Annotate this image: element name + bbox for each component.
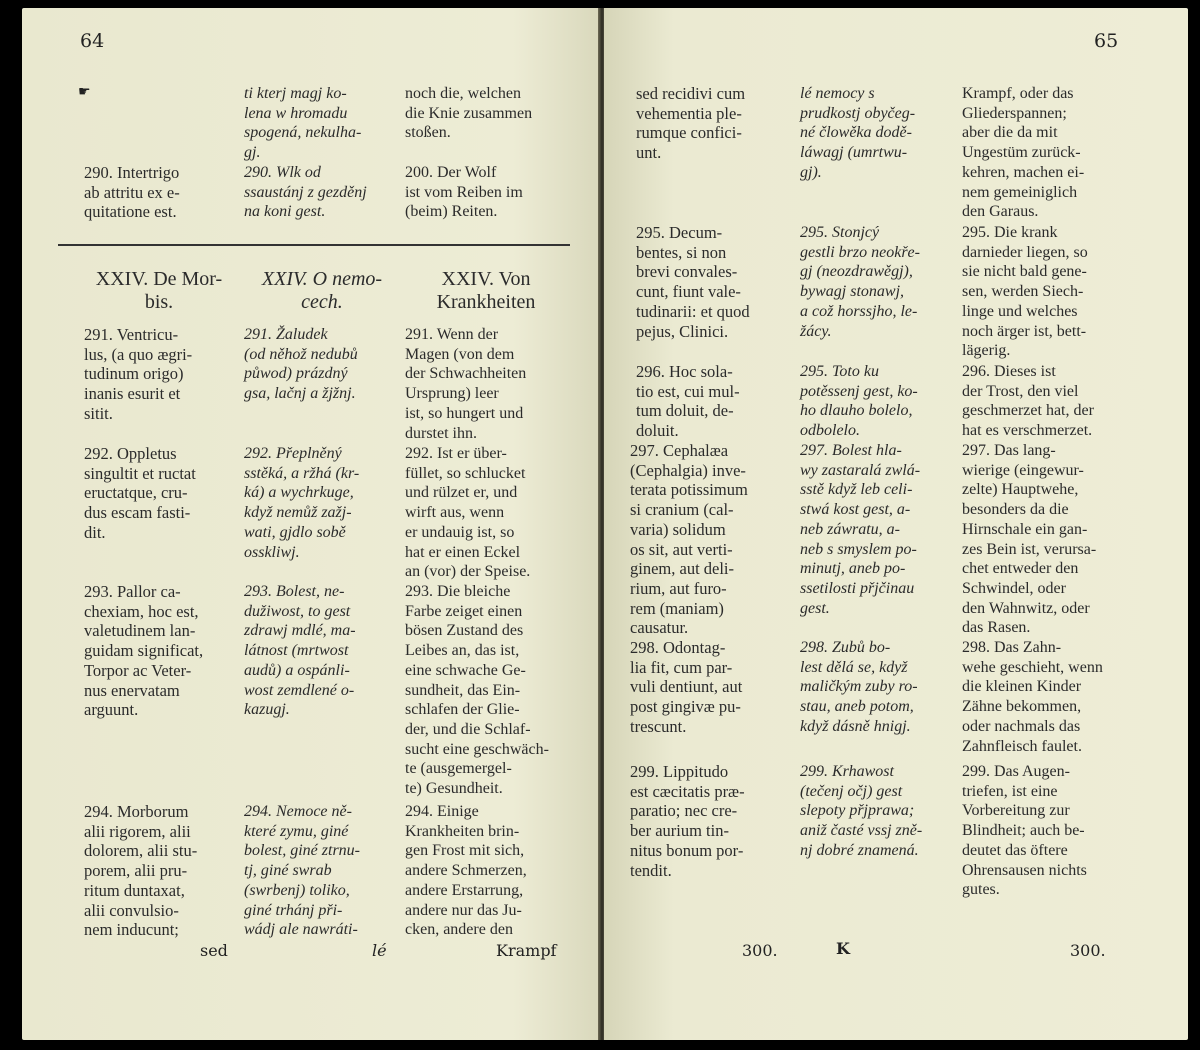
entry-293-czech-line: kazugj. [244, 701, 290, 719]
entry-296-czech-line: 295. Toto ku [800, 363, 879, 380]
entry-296-german-line: 296. Dieses ist [962, 363, 1056, 380]
entry-292-czech-line: ká) a wychrkuge, [244, 484, 354, 502]
entry-299-german-line: Vorbereitung zur [962, 802, 1070, 820]
entry-298-czech-line: stau, aneb potom, [800, 698, 914, 716]
entry-297-german-line: zes Bein ist, verursa- [962, 540, 1097, 558]
entry-294-czech-line: které zymu, giné [244, 822, 349, 840]
entry-291-czech-line: gsa, lačnj a žjžnj. [244, 385, 356, 403]
right-top-czech-line: gj). [800, 163, 822, 181]
right-top-german-line: Ungestüm zurück- [962, 144, 1081, 162]
entry-290-german-line: 200. Der Wolf [405, 164, 497, 181]
entry-298-german [962, 638, 1122, 756]
right-top-latin-line: unt. [636, 143, 662, 163]
entry-294-czech-line: wádj ale nawráti- [244, 921, 358, 939]
entry-295-german-line: noch ärger ist, bett- [962, 322, 1087, 340]
entry-299-german-line: Blindheit; auch be- [962, 822, 1085, 840]
entry-294-czech [244, 802, 400, 940]
entry-292-german-line: füllet, so schlucket [405, 464, 526, 482]
right-top-czech-line: láwagj (umrtwu- [800, 144, 908, 162]
entry-293-czech [244, 582, 400, 720]
entry-299-latin-line: 299. Lippitudo [630, 762, 729, 781]
chapter-heading-latin-line: XXIV. De Mor- [95, 268, 223, 290]
entry-298-latin-line: vuli dentiunt, aut [630, 677, 743, 697]
entry-292-czech [244, 444, 400, 562]
right-top-latin [636, 84, 792, 163]
entry-299-german-line: Ohrensausen nichts [962, 861, 1087, 879]
entry-298-german-line: 298. Das Zahn- [962, 639, 1062, 656]
right-top-latin-line: rumque confici- [636, 123, 742, 143]
entry-293-german-line: te (ausgemergel- [405, 760, 512, 778]
entry-297-czech [800, 441, 956, 618]
entry-292-german-line: 292. Ist er über- [405, 445, 507, 462]
entry-293-german-line: schlafen der Glie- [405, 701, 520, 719]
entry-297-german-line: das Rasen. [962, 619, 1031, 637]
entry-291-latin-line: lus, (a quo ægri- [84, 344, 193, 364]
entry-292-czech-line: 292. Přeplněný [244, 445, 342, 462]
entry-299-german [962, 762, 1122, 900]
entry-295-german [962, 223, 1122, 361]
catchword-czech: lé [372, 941, 387, 960]
entry-294-latin-line: 294. Morborum [84, 802, 189, 821]
entry-296-latin [636, 362, 792, 441]
entry-295-german-line: sen, werden Siech- [962, 283, 1084, 301]
entry-292-czech-line: wati, gjdlo sobě [244, 523, 346, 541]
entry-295-latin-line: cunt, fiunt vale- [636, 282, 741, 302]
entry-298-czech [800, 638, 956, 737]
entry-294-latin-line: nem inducunt; [84, 920, 179, 940]
footer-right-number: 300. [1070, 941, 1106, 960]
right-top-czech-line: né člowěka dodě- [800, 124, 912, 142]
entry-293-czech-line: wost zemdlené o- [244, 681, 355, 699]
entry-299-czech-line: aniž časté vssj zně- [800, 822, 923, 840]
entry-292-czech-line: sstěká, a ržhá (kr- [244, 464, 360, 482]
entry-294-german-line: 294. Einige [405, 803, 479, 820]
entry-293-german-line: eine schwache Ge- [405, 661, 526, 679]
entry-296-czech-line: potěssenj gest, ko- [800, 382, 918, 400]
entry-296-czech-line: odbolelo. [800, 422, 860, 440]
entry-292-czech-line: osskliwj. [244, 543, 300, 561]
entry-294-czech-line: giné trhánj při- [244, 901, 343, 919]
entry-295-latin [636, 223, 792, 341]
entry-294-latin-line: alii rigorem, alii [84, 821, 191, 841]
entry-290-german-line: (beim) Reiten. [405, 203, 498, 221]
entry-299-german-line: gutes. [962, 881, 1000, 899]
entry-293-czech-line: 293. Bolest, ne- [244, 583, 345, 600]
right-top-czech [800, 84, 956, 183]
entry-293-latin-line: chexiam, hoc est, [84, 601, 199, 621]
entry-299-latin-line: est cæcitatis præ- [630, 781, 745, 801]
entry-292-czech-line: když nemůž zažj- [244, 504, 352, 522]
entry-295-czech-line: a což horssjho, le- [800, 302, 918, 320]
entry-299-latin-line: nitus bonum por- [630, 840, 744, 860]
entry-290-german [405, 163, 567, 222]
entry-297-latin-line: 297. Cephalæa [630, 441, 729, 460]
entry-299-czech [800, 762, 956, 861]
entry-292-latin-line: 292. Oppletus [84, 444, 177, 463]
entry-297-german-line: Hirnschale ein gan- [962, 520, 1088, 538]
entry-291-latin-line: tudinum origo) [84, 364, 184, 384]
entry-294-czech-line: (swrbenj) toliko, [244, 881, 350, 899]
entry-299-latin-line: tendit. [630, 860, 672, 880]
entry-295-latin-line: 295. Decum- [636, 223, 723, 242]
entry-297-czech-line: neb s smyslem po- [800, 540, 917, 558]
entry-294-german-line: cken, andere den [405, 921, 513, 939]
entry-297-czech-line: wy zastaralá zwlá- [800, 461, 921, 479]
entry-294-german-line: Krankheiten brin- [405, 822, 520, 840]
entry-293-latin-line: nus enervatam [84, 680, 180, 700]
entry-297-latin-line: causatur. [630, 618, 689, 638]
entry-293-german-line: Farbe zeiget einen [405, 602, 523, 620]
entry-290-latin-line: quitatione est. [84, 202, 177, 222]
chapter-heading-czech-line: XXIV. O nemo- [261, 268, 383, 290]
entry-290-german-line: ist vom Reiben im [405, 183, 523, 201]
entry-298-latin-line: lia fit, cum par- [630, 657, 733, 677]
chapter-heading-german-line: XXIV. Von [441, 268, 531, 290]
entry-291-latin-line: sitit. [84, 403, 113, 423]
entry-293-czech-line: zdrawj mdlé, ma- [244, 622, 356, 640]
left-top-german-line: stoßen. [405, 124, 451, 142]
entry-291-german-line: ist, so hungert und [405, 404, 524, 422]
entry-290-latin-line: 290. Intertrigo [84, 163, 180, 182]
left-top-german-line: noch die, welchen [405, 85, 521, 102]
entry-293-czech-line: látnost (mrtwost [244, 642, 349, 660]
entry-290-czech [244, 163, 400, 222]
entry-294-german-line: gen Frost mit sich, [405, 842, 525, 860]
entry-294-german-line: andere Schmerzen, [405, 862, 527, 880]
entry-298-latin [630, 638, 792, 737]
entry-295-czech [800, 223, 956, 341]
entry-298-latin-line: 298. Odontag- [630, 638, 726, 657]
entry-294-latin-line: dolorem, alii stu- [84, 841, 198, 861]
entry-299-czech-line: nj dobré znamená. [800, 841, 919, 859]
entry-293-german [405, 582, 567, 799]
entry-297-german-line: 297. Das lang- [962, 442, 1056, 459]
entry-295-latin-line: brevi convales- [636, 262, 738, 282]
entry-297-czech-line: gest. [800, 599, 830, 617]
entry-298-czech-line: 298. Zubů bo- [800, 639, 891, 656]
entry-290-czech-line: ssaustánj z gezděnj [244, 183, 367, 201]
entry-293-german-line: der, und die Schlaf- [405, 720, 531, 738]
entry-295-latin-line: tudinarii: et quod [636, 301, 750, 321]
left-top-czech [244, 84, 400, 163]
entry-295-czech-line: žácy. [800, 322, 832, 340]
entry-295-latin-line: pejus, Clinici. [636, 321, 729, 341]
entry-297-german-line: chet entweder den [962, 560, 1079, 578]
chapter-heading-czech [244, 268, 400, 314]
left-top-czech-line: spogená, nekulha- [244, 124, 362, 142]
right-top-german-line: Gliederspannen; [962, 104, 1067, 122]
right-top-latin-line: vehementia ple- [636, 103, 742, 123]
right-top-latin-line: sed recidivi cum [636, 84, 746, 103]
entry-295-czech-line: bywagj stonawj, [800, 283, 905, 301]
entry-297-czech-line: minutj, aneb po- [800, 560, 906, 578]
entry-296-german-line: geschmerzet hat, der [962, 402, 1094, 420]
entry-297-czech-line: ssetilosti přjčinau [800, 579, 915, 597]
left-top-czech-line: gj. [244, 144, 261, 162]
chapter-heading-latin [80, 268, 238, 314]
entry-299-czech-line: (tečenj očj) gest [800, 782, 903, 800]
entry-293-german-line: sucht eine geschwäch- [405, 740, 549, 758]
entry-293-latin-line: 293. Pallor ca- [84, 582, 181, 601]
entry-296-czech-line: ho dlauho bolelo, [800, 402, 913, 420]
entry-292-german-line: er undauig ist, so [405, 523, 515, 541]
right-top-german-line: aber die da mit [962, 124, 1058, 142]
entry-299-czech-line: slepoty přjprawa; [800, 802, 915, 820]
entry-291-latin-line: inanis esurit et [84, 384, 181, 404]
entry-293-latin-line: Torpor ac Veter- [84, 660, 192, 680]
right-top-german-line: den Garaus. [962, 203, 1039, 221]
entry-296-latin-line: doluit. [636, 421, 679, 441]
entry-292-german-line: hat er einen Eckel [405, 543, 521, 561]
entry-295-czech-line: gj (neozdrawěgj), [800, 263, 913, 281]
catchword-german: Krampf [496, 941, 557, 960]
entry-290-latin-line: ab attritu ex e- [84, 182, 180, 202]
entry-297-german-line: zelte) Hauptwehe, [962, 481, 1079, 499]
entry-295-german-line: lägerig. [962, 342, 1011, 360]
right-top-german-line: Krampf, oder das [962, 85, 1074, 102]
entry-294-german-line: andere Erstarrung, [405, 881, 524, 899]
entry-296-latin-line: 296. Hoc sola- [636, 362, 733, 381]
entry-297-latin-line: ginem, aut deli- [630, 559, 735, 579]
entry-297-latin-line: rem (maniam) [630, 598, 724, 618]
left-top-german [405, 84, 567, 143]
entry-293-german-line: bösen Zustand des [405, 622, 524, 640]
entry-294-latin-line: porem, alii pru- [84, 861, 188, 881]
entry-297-latin-line: terata potissimum [630, 480, 748, 500]
entry-294-german-line: andere nur das Ju- [405, 901, 522, 919]
entry-293-latin [84, 582, 236, 720]
entry-295-german-line: linge und welches [962, 302, 1078, 320]
entry-297-latin-line: rium, aut furo- [630, 578, 727, 598]
entry-293-czech-line: audů) a ospánli- [244, 661, 350, 679]
entry-293-german-line: 293. Die bleiche [405, 583, 511, 600]
entry-299-german-line: deutet das öftere [962, 841, 1068, 859]
entry-296-german-line: hat es verschmerzet. [962, 422, 1093, 440]
entry-298-german-line: Zahnfleisch faulet. [962, 737, 1082, 755]
entry-299-german-line: triefen, ist eine [962, 782, 1058, 800]
entry-291-german-line: durstet ihn. [405, 424, 477, 442]
entry-299-latin-line: paratio; nec cre- [630, 801, 738, 821]
right-page-number: 65 [1094, 30, 1119, 52]
entry-299-german-line: 299. Das Augen- [962, 763, 1070, 780]
entry-298-latin-line: post gingivæ pu- [630, 697, 741, 717]
entry-294-german [405, 802, 567, 940]
entry-294-czech-line: 294. Nemoce ně- [244, 803, 352, 820]
entry-294-latin-line: alii convulsio- [84, 900, 179, 920]
chapter-heading-german-line: Krankheiten [436, 291, 536, 313]
entry-291-german-line: der Schwachheiten [405, 365, 527, 383]
catchword-latin: sed [200, 941, 228, 960]
right-top-german-line: nem gemeiniglich [962, 183, 1078, 201]
entry-297-czech-line: sstě když leb celi- [800, 481, 913, 499]
entry-292-latin-line: eructatque, cru- [84, 483, 188, 503]
entry-290-czech-line: 290. Wlk od [244, 164, 321, 181]
entry-298-latin-line: trescunt. [630, 716, 687, 736]
entry-296-czech [800, 362, 956, 441]
entry-295-czech-line: gestli brzo neokře- [800, 243, 920, 261]
entry-292-latin-line: dit. [84, 522, 106, 542]
entry-291-czech-line: 291. Žaludek [244, 326, 328, 343]
entry-298-german-line: oder nachmals das [962, 717, 1081, 735]
entry-291-czech-line: (od něhož nedubů [244, 345, 358, 363]
left-top-german-line: die Knie zusammen [405, 104, 533, 122]
entry-293-german-line: sundheit, das Ein- [405, 681, 521, 699]
right-top-czech-line: prudkostj obyčeg- [800, 104, 916, 122]
chapter-heading-latin-line: bis. [144, 291, 174, 313]
entry-297-german-line: Schwindel, oder [962, 579, 1066, 597]
entry-293-latin-line: arguunt. [84, 700, 139, 720]
entry-298-german-line: die kleinen Kinder [962, 678, 1082, 696]
entry-298-german-line: Zähne bekommen, [962, 698, 1082, 716]
entry-297-latin-line: si cranium (cal- [630, 500, 734, 520]
footer-left-number: 300. [742, 941, 778, 960]
entry-297-german-line: besonders da die [962, 501, 1069, 519]
entry-296-german-line: der Trost, den viel [962, 382, 1079, 400]
entry-291-german [405, 325, 567, 443]
entry-295-latin-line: bentes, si non [636, 242, 727, 262]
entry-291-latin-line: 291. Ventricu- [84, 325, 179, 344]
entry-293-german-line: Leibes an, das ist, [405, 642, 520, 660]
entry-295-german-line: sie nicht bald gene- [962, 263, 1087, 281]
entry-294-latin-line: ritum duntaxat, [84, 880, 185, 900]
entry-297-german [962, 441, 1122, 638]
entry-294-czech-line: tj, giné swrab [244, 862, 332, 880]
entry-294-czech-line: bolest, giné ztrnu- [244, 842, 360, 860]
entry-292-german-line: an (vor) der Speise. [405, 563, 531, 581]
entry-293-latin-line: valetudinem lan- [84, 621, 196, 641]
entry-291-latin [84, 325, 236, 424]
entry-298-german-line: wehe geschieht, wenn [962, 658, 1103, 676]
entry-292-german-line: und rülzet er, und [405, 484, 518, 502]
right-top-german [962, 84, 1122, 222]
entry-297-latin-line: (Cephalgia) inve- [630, 460, 746, 480]
entry-291-czech-line: půwod) prázdný [244, 365, 348, 383]
section-divider [58, 244, 570, 246]
signature-mark: K [836, 939, 850, 958]
entry-297-czech-line: stwá kost gest, a- [800, 501, 911, 519]
entry-297-latin-line: os sit, aut verti- [630, 539, 733, 559]
entry-291-german-line: 291. Wenn der [405, 326, 499, 343]
entry-298-czech-line: lest dělá se, když [800, 658, 908, 676]
entry-296-german [962, 362, 1122, 441]
entry-295-czech-line: 295. Stonjcý [800, 224, 880, 241]
entry-292-latin-line: dus escam fasti- [84, 503, 191, 523]
entry-292-latin-line: singultit et ructat [84, 463, 196, 483]
entry-297-german-line: wierige (eingewur- [962, 461, 1084, 479]
entry-292-german-line: wirft aus, wenn [405, 504, 505, 522]
entry-295-german-line: 295. Die krank [962, 224, 1058, 241]
entry-296-latin-line: tio est, cui mul- [636, 381, 740, 401]
entry-297-latin-line: varia) solidum [630, 519, 726, 539]
pointing-hand-mark: ☛ [78, 84, 91, 100]
right-top-czech-line: lé nemocy s [800, 85, 875, 102]
entry-299-czech-line: 299. Krhawost [800, 763, 894, 780]
entry-293-latin-line: guidam significat, [84, 641, 204, 661]
entry-297-czech-line: neb záwratu, a- [800, 520, 900, 538]
entry-297-czech-line: 297. Bolest hla- [800, 442, 902, 459]
entry-299-latin [630, 762, 792, 880]
left-page-number: 64 [80, 30, 105, 52]
chapter-heading-german [405, 268, 567, 314]
entry-292-latin [84, 444, 236, 543]
entry-297-latin [630, 441, 792, 638]
entry-293-german-line: te) Gesundheit. [405, 780, 503, 798]
left-top-czech-line: ti kterj magj ko- [244, 85, 347, 102]
entry-292-german [405, 444, 567, 582]
entry-290-latin [84, 163, 236, 222]
right-top-german-line: kehren, machen ei- [962, 163, 1085, 181]
entry-293-czech-line: dužiwost, to gest [244, 602, 351, 620]
entry-298-czech-line: maličkým zuby ro- [800, 678, 918, 696]
entry-299-latin-line: ber aurium tin- [630, 821, 729, 841]
entry-295-german-line: darnieder liegen, so [962, 243, 1088, 261]
chapter-heading-czech-line: cech. [301, 291, 343, 313]
left-top-czech-line: lena w hromadu [244, 104, 348, 122]
entry-291-czech [244, 325, 400, 404]
entry-291-german-line: Magen (von dem [405, 345, 515, 363]
entry-291-german-line: Ursprung) leer [405, 385, 499, 403]
entry-298-czech-line: když dásně hnigj. [800, 717, 911, 735]
entry-290-czech-line: na koni gest. [244, 203, 326, 221]
entry-296-latin-line: tum doluit, de- [636, 401, 734, 421]
entry-294-latin [84, 802, 236, 940]
entry-297-german-line: den Wahnwitz, oder [962, 599, 1090, 617]
